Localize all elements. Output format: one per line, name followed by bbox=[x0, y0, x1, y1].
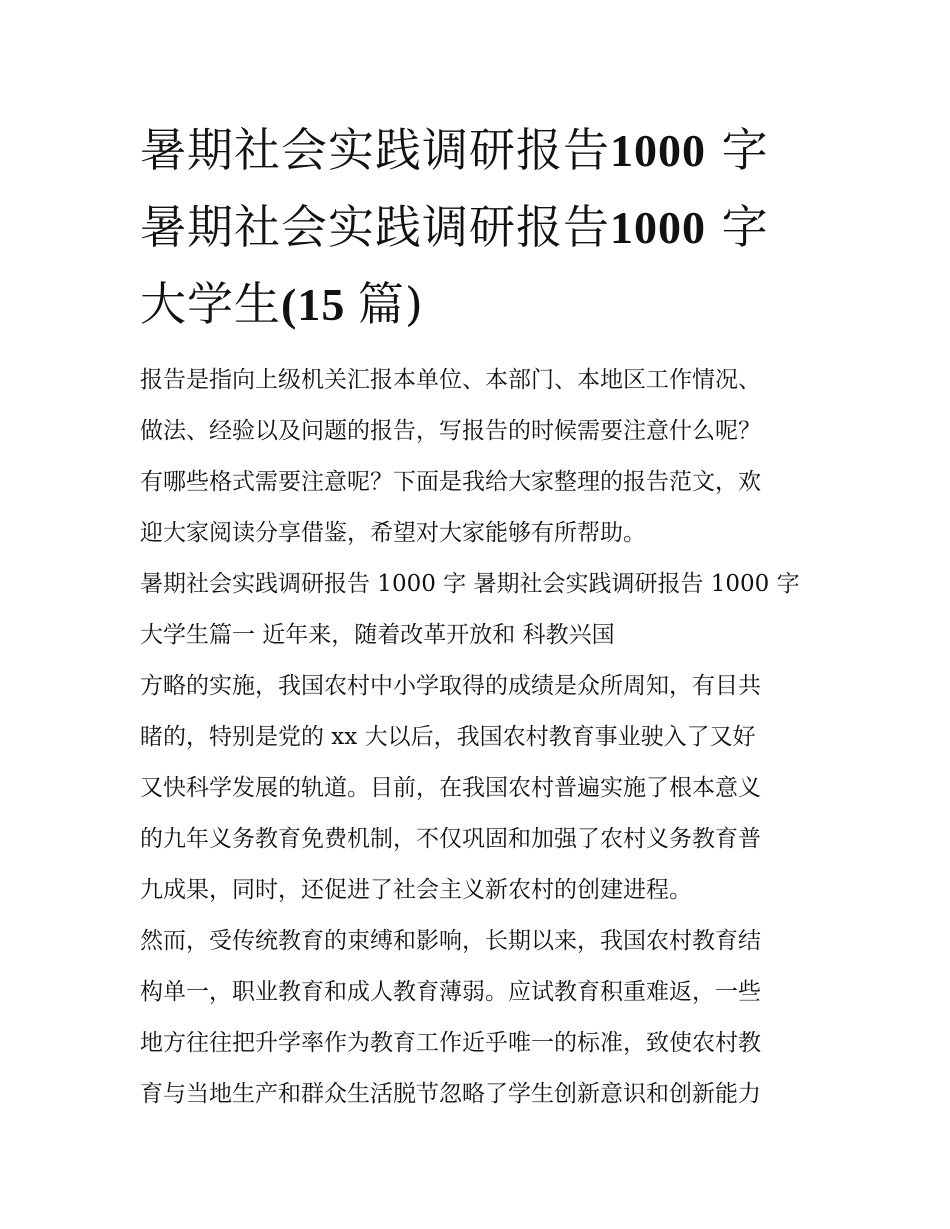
body-line: 的九年义务教育免费机制，不仅巩固和加强了农村义务教育普 bbox=[140, 826, 761, 852]
body-line: 报告是指向上级机关汇报本单位、本部门、本地区工作情况、 bbox=[140, 367, 761, 393]
body-line: 有哪些格式需要注意呢？下面是我给大家整理的报告范文，欢 bbox=[140, 469, 761, 495]
body-line: 迎大家阅读分享借鉴，希望对大家能够有所帮助。 bbox=[140, 520, 646, 546]
body-line: 九成果，同时，还促进了社会主义新农村的创建进程。 bbox=[140, 877, 692, 903]
body-line: 育与当地生产和群众生活脱节忽略了学生创新意识和创新能力 bbox=[140, 1081, 761, 1107]
body-line: 然而，受传统教育的束缚和影响，长期以来，我国农村教育结 bbox=[140, 928, 761, 954]
body-line: 又快科学发展的轨道。目前，在我国农村普遍实施了根本意义 bbox=[140, 775, 761, 801]
body-line: 构单一，职业教育和成人教育薄弱。应试教育积重难返，一些 bbox=[140, 979, 761, 1005]
document-title bbox=[140, 112, 820, 343]
body-line: 睹的，特别是党的 xx 大以后，我国农村教育事业驶入了又好 bbox=[140, 724, 756, 750]
document-body bbox=[140, 355, 820, 1120]
title-line-2: 暑期社会实践调研报告1000 字 bbox=[140, 200, 769, 254]
body-line: 大学生篇一 近年来，随着改革开放和 科教兴国 bbox=[140, 622, 615, 648]
body-line: 做法、经验以及问题的报告，写报告的时候需要注意什么呢？ bbox=[140, 418, 761, 444]
title-line-3: 大学生(15 篇) bbox=[140, 277, 424, 331]
title-line-1: 暑期社会实践调研报告1000 字 bbox=[140, 123, 769, 177]
body-line: 暑期社会实践调研报告 1000 字 暑期社会实践调研报告 1000 字 bbox=[140, 571, 800, 597]
body-line: 方略的实施，我国农村中小学取得的成绩是众所周知，有目共 bbox=[140, 673, 761, 699]
body-line: 地方往往把升学率作为教育工作近乎唯一的标准，致使农村教 bbox=[140, 1030, 761, 1056]
